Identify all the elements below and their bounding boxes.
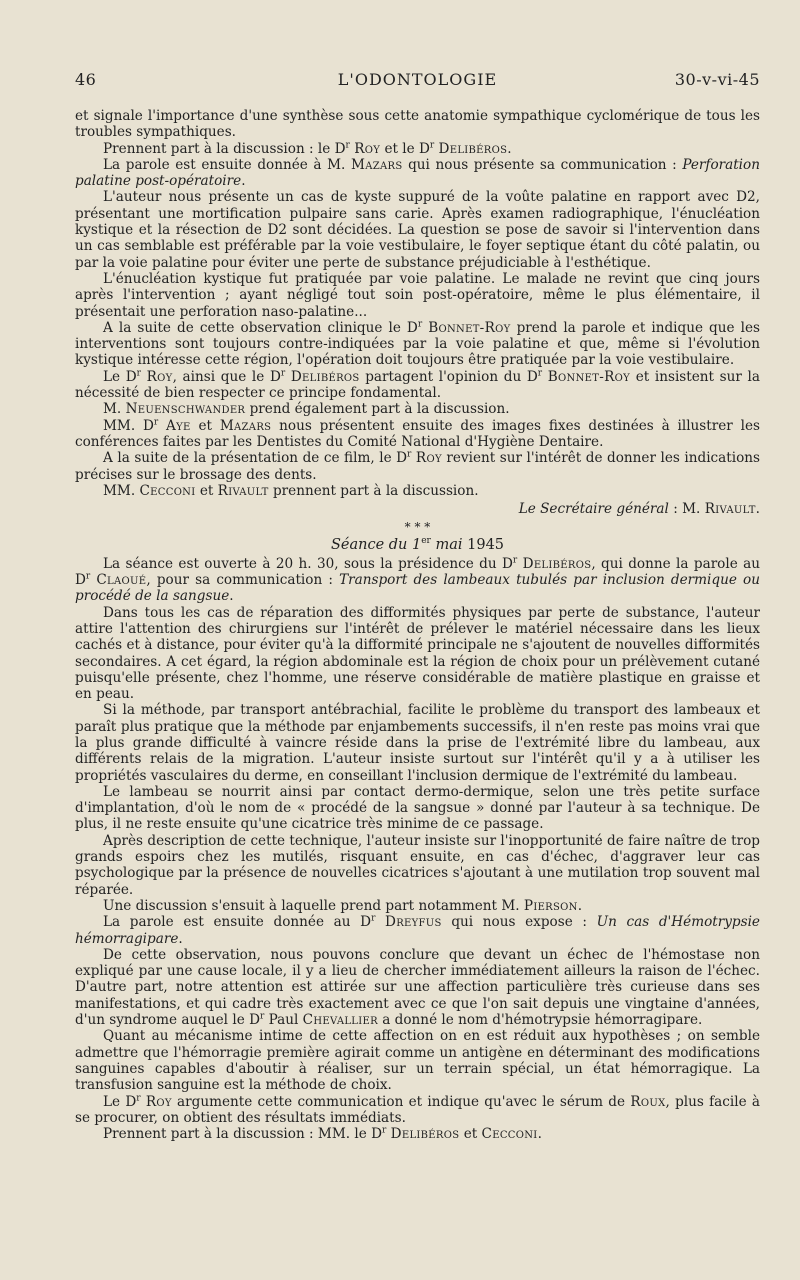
paragraph: Prennent part à la discussion : le $D^r$ Roy et le $D^r$ Delibéros. [103, 140, 512, 157]
paragraph: M. Neuenschwander prend également part à la discussion. [103, 401, 510, 418]
journal-title: L'ODONTOLOGIE [337, 70, 498, 89]
paragraph: Le $D^r$ Roy, ainsi que le $D^r$ Delibéros partagent l'opinion du $D^r$ Bonnet-Roy et insistent sur la nécessité de bien respecter ce principe fondamental. [75, 368, 761, 402]
paragraph: L'énucléation kystique fut pratiquée par voie palatine. Le malade ne revint que cinq jours après l'intervention ; ayant négligé tout soin post-opératoire, même le plus élémentaire, il présentait une perforation naso-palatine... [75, 270, 760, 320]
session-heading: Séance du 1er mai 1945 [330, 536, 505, 554]
paragraph: A la suite de cette observation clinique le $D^r$ Bonnet-Roy prend la parole et indique que les interventions sont toujours contre-indiquées par la voie palatine et que, même si l'évolution kystique intéresse cette région, l'opération doit toujours être pratiquée par la voie vestibulaire. [75, 319, 760, 369]
paragraph: De cette observation, nous pouvons conclure que devant un échec de l'hémostase non expliqué par une cause locale, il y a lieu de chercher immédiatement ailleurs la raison de l'échec. D'autre part, notre attention est attirée sur une affection particulière très curieuse dans ses manifestations, et qui cadre très exactement avec ce que l'on sait depuis une vingtaine d'années, d'un syndrome auquel le $D^r$ Paul Chevallier a donné le nom d'hémotrypsie hémorragipare. [75, 946, 760, 1029]
paragraph: et signale l'importance d'une synthèse sous cette anatomie sympathique cyclomérique de tous les troubles sympathiques. [75, 108, 760, 141]
page-header [75, 70, 760, 96]
paragraph: MM. $D^r$ Aye et Mazars nous présentent ensuite des images fixes destinées à illustrer les conférences faites par les Dentistes du Comité National d'Hygiène Dentaire. [75, 417, 760, 450]
paragraph: Une discussion s'ensuit à laquelle prend part notamment M. Pierson. [103, 897, 583, 914]
paragraph: A la suite de la présentation de ce film, le $D^r$ Roy revient sur l'intérêt de donner les indications précises sur le brossage des dents. [75, 449, 760, 483]
paragraph: La parole est ensuite donnée au $D^r$ Dreyfus qui nous expose : Un cas d'Hémotrypsie hémorragipare. [75, 913, 760, 947]
paragraph: Quant au mécanisme intime de cette affection on en est réduit aux hypothèses ; on semble admettre que l'hémorragie première agirait comme un antigène en déterminant des modifications sanguines capables d'aboutir à réaliser, sur un terrain spécial, un état hémorragique. La transfusion sanguine est la méthode de choix. [75, 1028, 760, 1094]
paragraph: Dans tous les cas de réparation des difformités physiques par perte de substance, l'auteur attire l'attention des chirurgiens sur l'intérêt de prélever le matériel nécessaire dans les lieux cachés et à distance, pour éviter qu'à la difformité principale ne s'ajoutent de nouvelles difformités secondaires. A cet égard, la région abdominale est la région de choix pour un prélèvement cutané puisqu'elle présente, chez l'homme, une réserve considérable de matière plastique en graisse et en peau. [75, 604, 760, 703]
section-separator: * * * [404, 520, 431, 535]
paragraph: Prennent part à la discussion : MM. le $D^r$ Delibéros et Cecconi. [103, 1125, 542, 1143]
paragraph: MM. Cecconi et Rivault prennent part à la discussion. [103, 482, 479, 499]
paragraph: La séance est ouverte à 20 h. 30, sous la présidence du $D^r$ Delibéros, qui donne la parole au $D^r$ Claoué, pour sa communication : Transport des lambeaux tubulés par inclusion dermique ou procédé de la sangsue. [75, 555, 761, 605]
paragraph: Le $D^r$ Roy argumente cette communication et indique qu'avec le sérum de Roux, plus facile à se procurer, on obtient des résultats immédiats. [75, 1092, 760, 1126]
paragraph: Le lambeau se nourrit ainsi par contact dermo-dermique, selon une très petite surface d'implantation, d'où le nom de « procédé de la sangsue » donné par l'auteur à sa technique. De plus, il ne reste ensuite qu'une cicatrice très minime de ce passage. [75, 783, 760, 833]
paragraph: Après description de cette technique, l'auteur insiste sur l'inopportunité de faire naître de trop grands espoirs chez les mutilés, risquant ensuite, en cas d'échec, d'aggraver leur cas psychologique par la présence de nouvelles cicatrices s'ajoutant à une mutilation trop souvent mal réparée. [75, 832, 760, 898]
issue-date: 30-v-vi-45 [674, 70, 760, 89]
secretary-signature: Le Secrétaire général : M. Rivault. [518, 501, 760, 518]
paragraph: Si la méthode, par transport antébrachial, facilite le problème du transport des lambeaux et paraît plus pratique que la méthode par enjambements successifs, il n'en reste pas moins vrai que la plus grande difficulté à vaincre réside dans la prise de l'extrémité libre du lambeau, aux différents relais de la migration. L'auteur insiste surtout sur l'intérêt qu'il y a à utiliser les propriétés vasculaires du derme, en conseillant l'inclusion dermique de l'extrémité du lambeau. [75, 702, 760, 784]
paragraph: La parole est ensuite donnée à M. Mazars qui nous présente sa communication : Perforation palatine post-opératoire. [75, 156, 760, 190]
paragraph: L'auteur nous présente un cas de kyste suppuré de la voûte palatine en rapport avec D2, présentant une mortification pulpaire sans carie. Après examen radiographique, l'énucléation kystique et la résection de D2 sont décidées. La question se pose de savoir si l'intervention dans un cas semblable est préférable par la voie vestibulaire, le foyer septique étant du côté palatin, ou par la voie palatine pour éviter une perte de substance préjudiciable à l'esthétique. [75, 189, 760, 271]
page-number: 46 [75, 70, 97, 89]
page-body [75, 108, 760, 1142]
